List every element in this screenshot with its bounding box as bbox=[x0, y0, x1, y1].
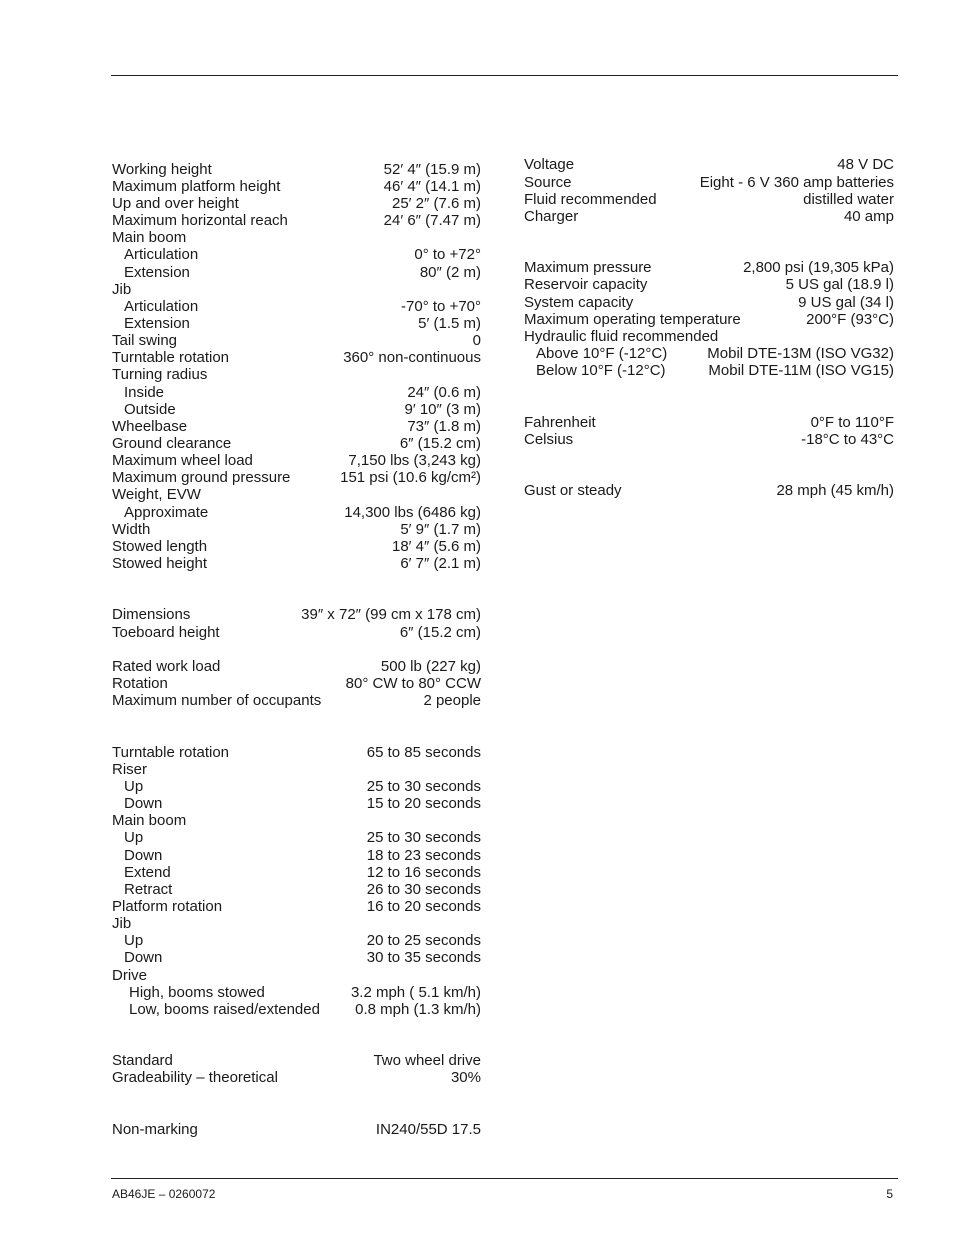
spec-row bbox=[112, 1121, 481, 1138]
spec-value: 52′ 4″ (15.9 m) bbox=[383, 161, 481, 178]
spec-row bbox=[524, 191, 894, 208]
spec-value: 20 to 25 seconds bbox=[366, 932, 481, 949]
spec-row bbox=[112, 1069, 481, 1086]
spec-value: 16 to 20 seconds bbox=[366, 898, 481, 915]
spec-value: 25 to 30 seconds bbox=[366, 778, 481, 795]
spec-row bbox=[112, 504, 481, 521]
spec-value: 15 to 20 seconds bbox=[366, 795, 481, 812]
spec-label: Toeboard height bbox=[112, 624, 220, 641]
spec-row bbox=[112, 298, 481, 315]
spec-row bbox=[112, 795, 481, 812]
spec-row bbox=[524, 174, 894, 191]
spec-label: Maximum pressure bbox=[524, 259, 652, 276]
spec-label: Hydraulic fluid recommended bbox=[524, 328, 719, 345]
spec-row bbox=[112, 624, 481, 641]
spec-value: 25 to 30 seconds bbox=[366, 829, 481, 846]
spec-row bbox=[112, 315, 481, 332]
footer-rule bbox=[111, 1178, 898, 1179]
spec-label: Inside bbox=[124, 384, 165, 401]
spec-label: Rated work load bbox=[112, 658, 221, 675]
spec-value: Two wheel drive bbox=[373, 1052, 481, 1069]
spec-label: Maximum wheel load bbox=[112, 452, 253, 469]
spec-value: 360° non-continuous bbox=[343, 349, 481, 366]
spec-row bbox=[112, 864, 481, 881]
spec-label: Turntable rotation bbox=[112, 744, 230, 761]
spec-value: 18′ 4″ (5.6 m) bbox=[392, 538, 481, 555]
spec-label: Maximum operating temperature bbox=[524, 311, 741, 328]
spec-row bbox=[524, 431, 894, 448]
spec-row bbox=[112, 401, 481, 418]
spec-row bbox=[112, 264, 481, 281]
spec-value: 14,300 lbs (6486 kg) bbox=[344, 504, 481, 521]
spec-value: 73″ (1.8 m) bbox=[407, 418, 481, 435]
spec-label: Non-marking bbox=[112, 1121, 198, 1138]
spec-row bbox=[112, 812, 481, 829]
spec-value: 28 mph (45 km/h) bbox=[776, 482, 894, 499]
spec-label: Rotation bbox=[112, 675, 168, 692]
spec-value: 0 bbox=[472, 332, 481, 349]
spec-label: Turning radius bbox=[112, 366, 208, 383]
spec-label: Outside bbox=[124, 401, 176, 418]
spec-value: 9′ 10″ (3 m) bbox=[404, 401, 481, 418]
spec-label: Maximum platform height bbox=[112, 178, 281, 195]
spec-row bbox=[524, 294, 894, 311]
spec-value: 0°F to 110°F bbox=[810, 414, 894, 431]
spec-label: Width bbox=[112, 521, 151, 538]
spec-row bbox=[112, 915, 481, 932]
spec-value: 65 to 85 seconds bbox=[366, 744, 481, 761]
spec-label: Standard bbox=[112, 1052, 173, 1069]
spec-value: 26 to 30 seconds bbox=[366, 881, 481, 898]
spec-row bbox=[112, 829, 481, 846]
spec-label: Low, booms raised/extended bbox=[129, 1001, 320, 1018]
spec-label: Main boom bbox=[112, 229, 187, 246]
spec-label: Extend bbox=[124, 864, 171, 881]
spec-label: Extension bbox=[124, 315, 190, 332]
spec-value: IN240/55D 17.5 bbox=[375, 1121, 481, 1138]
spec-row bbox=[524, 362, 894, 379]
spec-label: Voltage bbox=[524, 156, 575, 173]
spec-row bbox=[112, 778, 481, 795]
spec-label: Weight, EVW bbox=[112, 486, 201, 503]
spec-label: Platform rotation bbox=[112, 898, 223, 915]
spec-value: 40 amp bbox=[843, 208, 894, 225]
spec-label: Reservoir capacity bbox=[524, 276, 648, 293]
spec-value: 7,150 lbs (3,243 kg) bbox=[348, 452, 481, 469]
page-number: 5 bbox=[886, 1187, 893, 1201]
spec-row bbox=[112, 521, 481, 538]
spec-value: 30% bbox=[450, 1069, 481, 1086]
spec-value: 6′ 7″ (2.1 m) bbox=[400, 555, 481, 572]
spec-value: 0.8 mph (1.3 km/h) bbox=[355, 1001, 481, 1018]
spec-row bbox=[112, 486, 481, 503]
spec-row bbox=[524, 276, 894, 293]
spec-row bbox=[112, 949, 481, 966]
spec-label: Riser bbox=[112, 761, 148, 778]
spec-label: Tail swing bbox=[112, 332, 178, 349]
spec-value: distilled water bbox=[803, 191, 894, 208]
spec-row bbox=[112, 246, 481, 263]
spec-value: 39″ x 72″ (99 cm x 178 cm) bbox=[301, 606, 481, 623]
spec-value: 30 to 35 seconds bbox=[366, 949, 481, 966]
spec-label: Articulation bbox=[124, 298, 199, 315]
spec-value: -70° to +70° bbox=[401, 298, 481, 315]
spec-value: 500 lb (227 kg) bbox=[380, 658, 481, 675]
spec-value: -18°C to 43°C bbox=[801, 431, 894, 448]
spec-row bbox=[524, 345, 894, 362]
spec-row bbox=[112, 1052, 481, 1069]
spec-label: Approximate bbox=[124, 504, 209, 521]
spec-row bbox=[112, 675, 481, 692]
spec-label: Maximum horizontal reach bbox=[112, 212, 288, 229]
spec-label: Fahrenheit bbox=[524, 414, 596, 431]
spec-row bbox=[112, 881, 481, 898]
spec-row bbox=[112, 178, 481, 195]
spec-value: 80° CW to 80° CCW bbox=[345, 675, 481, 692]
spec-label: Extension bbox=[124, 264, 190, 281]
spec-row bbox=[112, 366, 481, 383]
spec-value: 46′ 4″ (14.1 m) bbox=[383, 178, 481, 195]
spec-label: Wheelbase bbox=[112, 418, 188, 435]
spec-label: Celsius bbox=[524, 431, 574, 448]
spec-value: 80″ (2 m) bbox=[419, 264, 481, 281]
spec-row bbox=[112, 984, 481, 1001]
spec-value: 24′ 6″ (7.47 m) bbox=[383, 212, 481, 229]
spec-label: Retract bbox=[124, 881, 173, 898]
spec-label: High, booms stowed bbox=[129, 984, 265, 1001]
spec-label: Working height bbox=[112, 161, 212, 178]
spec-label: Stowed height bbox=[112, 555, 208, 572]
header-rule bbox=[111, 75, 898, 76]
spec-value: 48 V DC bbox=[837, 156, 894, 173]
spec-row bbox=[112, 161, 481, 178]
spec-label: Maximum number of occupants bbox=[112, 692, 322, 709]
spec-value: 2 people bbox=[423, 692, 481, 709]
spec-label: Down bbox=[124, 795, 163, 812]
spec-row bbox=[112, 658, 481, 675]
spec-row bbox=[112, 761, 481, 778]
spec-value: 5′ (1.5 m) bbox=[418, 315, 481, 332]
spec-value: 12 to 16 seconds bbox=[366, 864, 481, 881]
spec-row bbox=[112, 555, 481, 572]
spec-row bbox=[112, 1001, 481, 1018]
spec-row bbox=[112, 229, 481, 246]
spec-row bbox=[112, 281, 481, 298]
spec-label: Up bbox=[124, 829, 144, 846]
spec-label: Down bbox=[124, 949, 163, 966]
spec-value: 0° to +72° bbox=[414, 246, 481, 263]
spec-label: Jib bbox=[112, 281, 132, 298]
spec-label: Fluid recommended bbox=[524, 191, 657, 208]
document-code: AB46JE – 0260072 bbox=[112, 1187, 216, 1201]
spec-label: Gust or steady bbox=[524, 482, 622, 499]
spec-value: 24″ (0.6 m) bbox=[407, 384, 481, 401]
spec-row bbox=[524, 156, 894, 173]
spec-row bbox=[524, 208, 894, 225]
spec-row bbox=[112, 195, 481, 212]
spec-label: Down bbox=[124, 847, 163, 864]
spec-row bbox=[524, 259, 894, 276]
spec-value: 9 US gal (34 l) bbox=[798, 294, 894, 311]
spec-label: Jib bbox=[112, 915, 132, 932]
spec-value: 2,800 psi (19,305 kPa) bbox=[743, 259, 894, 276]
spec-row bbox=[112, 452, 481, 469]
spec-row bbox=[524, 482, 894, 499]
spec-row bbox=[112, 606, 481, 623]
spec-row bbox=[112, 932, 481, 949]
spec-row bbox=[112, 212, 481, 229]
spec-row bbox=[524, 311, 894, 328]
spec-row bbox=[112, 692, 481, 709]
spec-label: Gradeability – theoretical bbox=[112, 1069, 278, 1086]
spec-value: 200°F (93°C) bbox=[806, 311, 894, 328]
spec-label: Ground clearance bbox=[112, 435, 232, 452]
spec-label: Drive bbox=[112, 967, 148, 984]
spec-label: Turntable rotation bbox=[112, 349, 230, 366]
spec-value: Mobil DTE-13M (ISO VG32) bbox=[707, 345, 894, 362]
spec-value: 6″ (15.2 cm) bbox=[399, 435, 481, 452]
spec-label: Above 10°F (-12°C) bbox=[536, 345, 668, 362]
spec-row bbox=[524, 328, 894, 345]
spec-row bbox=[524, 414, 894, 431]
spec-label: Below 10°F (-12°C) bbox=[536, 362, 666, 379]
spec-value: 25′ 2″ (7.6 m) bbox=[392, 195, 481, 212]
spec-label: Dimensions bbox=[112, 606, 191, 623]
spec-label: Up and over height bbox=[112, 195, 239, 212]
spec-label: Up bbox=[124, 778, 144, 795]
spec-value: Eight - 6 V 360 amp batteries bbox=[699, 174, 894, 191]
spec-label: Maximum ground pressure bbox=[112, 469, 291, 486]
spec-label: Stowed length bbox=[112, 538, 208, 555]
spec-row bbox=[112, 847, 481, 864]
spec-row bbox=[112, 469, 481, 486]
spec-row bbox=[112, 967, 481, 984]
spec-value: 5′ 9″ (1.7 m) bbox=[400, 521, 481, 538]
spec-row bbox=[112, 898, 481, 915]
spec-row bbox=[112, 418, 481, 435]
spec-row bbox=[112, 349, 481, 366]
spec-label: Up bbox=[124, 932, 144, 949]
spec-value: 5 US gal (18.9 l) bbox=[785, 276, 894, 293]
spec-label: Main boom bbox=[112, 812, 187, 829]
spec-row bbox=[112, 332, 481, 349]
spec-label: Source bbox=[524, 174, 572, 191]
spec-value: 18 to 23 seconds bbox=[366, 847, 481, 864]
spec-label: Charger bbox=[524, 208, 579, 225]
spec-value: 3.2 mph ( 5.1 km/h) bbox=[350, 984, 481, 1001]
spec-row bbox=[112, 384, 481, 401]
spec-row bbox=[112, 744, 481, 761]
spec-label: System capacity bbox=[524, 294, 634, 311]
spec-label: Articulation bbox=[124, 246, 199, 263]
spec-row bbox=[112, 435, 481, 452]
spec-row bbox=[112, 538, 481, 555]
spec-value: Mobil DTE-11M (ISO VG15) bbox=[708, 362, 894, 379]
spec-value: 6″ (15.2 cm) bbox=[399, 624, 481, 641]
spec-value: 151 psi (10.6 kg/cm²) bbox=[340, 469, 481, 486]
